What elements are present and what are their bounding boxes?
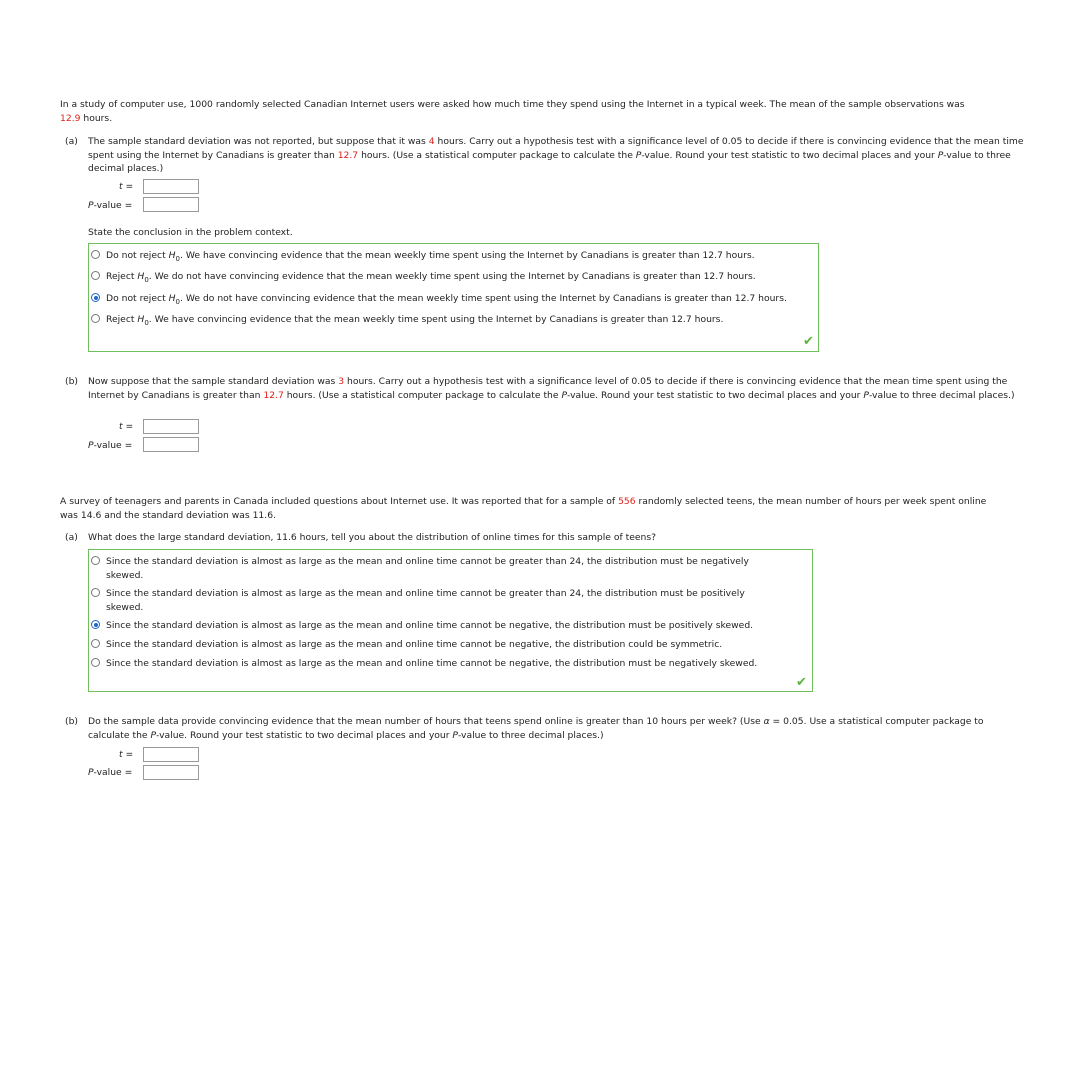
p-value-input[interactable]	[143, 197, 199, 212]
sample-sd-value: 4	[428, 136, 435, 147]
p-italic: P	[150, 729, 157, 741]
h0-letter: H	[137, 314, 145, 325]
radio-button[interactable]	[91, 271, 100, 280]
option-text: . We have convincing evidence that the mean weekly time spent using the Internet by Canadians is greater than 12.7 hours.	[148, 314, 724, 325]
option-text: Since the standard deviation is almost as large as the mean and online time cannot be negative, the distribution must be negatively skewed.	[106, 658, 758, 669]
prompt-text: -value to three decimal places.)	[457, 729, 604, 741]
alpha-symbol: α	[763, 716, 770, 727]
problem1-part-a-prompt	[65, 135, 1025, 176]
mu-value: 12.7	[337, 149, 359, 161]
part-label: (a)	[65, 136, 78, 147]
p-italic: P	[635, 149, 642, 161]
t-label: t =	[119, 749, 134, 760]
radio-button[interactable]	[91, 556, 100, 565]
p-italic: P	[937, 149, 944, 161]
h0-letter: H	[168, 250, 176, 261]
h0-symbol	[169, 250, 180, 261]
prompt-text: Do the sample data provide convincing evidence that the mean number of hours that teens spend online is greater than 10 hours per week? (Use	[88, 716, 764, 727]
prompt-text: -value to three decimal places.)	[88, 149, 1011, 174]
problem1-intro	[60, 98, 1020, 125]
option-text: Since the standard deviation is almost as large as the mean and online time cannot be greater than 24, the distribution must be negatively skewed.	[106, 556, 749, 581]
prompt-text: Now suppose that the sample standard deviation was	[88, 376, 339, 387]
skewness-options-box	[88, 549, 813, 692]
part-label: (b)	[65, 716, 79, 727]
radio-button[interactable]	[91, 658, 100, 667]
correct-check-icon: ✔	[796, 675, 807, 690]
p-italic: P	[863, 389, 869, 401]
option-text: . We have convincing evidence that the mean weekly time spent using the Internet by Canadians is greater than 12.7 hours.	[179, 250, 755, 261]
h0-letter: H	[168, 293, 176, 304]
option-text: Reject	[106, 271, 138, 282]
p-value-label: P-value =	[88, 767, 133, 778]
correct-check-icon: ✔	[803, 334, 814, 349]
h0-symbol	[169, 293, 180, 304]
h0-symbol	[137, 314, 148, 325]
part-label: (b)	[65, 376, 79, 387]
t-statistic-input[interactable]	[143, 179, 199, 194]
p-italic: P	[452, 729, 458, 741]
question-text: What does the large standard deviation, 11.6 hours, tell you about the distribution of online times for this sample of teens?	[88, 532, 657, 543]
conclusion-options-box	[88, 243, 819, 352]
radio-button[interactable]	[91, 314, 100, 323]
problem1-intro-hours: hours.	[80, 112, 113, 124]
problem2-part-a-prompt	[65, 531, 1025, 545]
option-text: Since the standard deviation is almost as large as the mean and online time cannot be negative, the distribution must be positively skewed.	[106, 620, 754, 631]
option-text: Do not reject	[106, 250, 169, 261]
prompt-text: -value. Round your test statistic to two decimal places and your	[156, 729, 453, 741]
radio-button[interactable]	[91, 250, 100, 259]
h0-symbol	[137, 271, 148, 282]
option-text: Since the standard deviation is almost as large as the mean and online time cannot be negative, the distribution could be symmetric.	[106, 639, 723, 650]
prompt-text: -value. Round your test statistic to two decimal places and your	[567, 389, 864, 401]
prompt-text: The sample standard deviation was not reported, but suppose that it was	[88, 136, 429, 147]
t-label: t =	[119, 421, 134, 432]
prompt-text: hours. (Use a statistical computer package to calculate the	[283, 389, 562, 401]
prompt-text: hours. Carry out a hypothesis test with a significance level of 0.05 to decide if there is convincing evidence that the mean time spent using the Internet by Canadians is greater than	[88, 136, 1024, 161]
problem1-part-b-prompt	[65, 375, 1025, 402]
option-text: Reject	[106, 314, 138, 325]
h0-subscript: 0	[175, 254, 180, 263]
h0-subscript: 0	[144, 275, 149, 284]
mu-value: 12.7	[263, 389, 284, 401]
t-statistic-input[interactable]	[143, 419, 199, 434]
sample-sd-value: 3	[338, 376, 345, 387]
problem2-intro-text: A survey of teenagers and parents in Canada included questions about Internet use. It was reported that for a sample of	[60, 496, 619, 507]
p-value-label: P-value =	[88, 200, 133, 211]
problem2-part-b-prompt	[65, 715, 1025, 742]
option-text: Since the standard deviation is almost as large as the mean and online time cannot be greater than 24, the distribution must be positively skewed.	[106, 588, 745, 613]
radio-button[interactable]	[91, 588, 100, 597]
prompt-text: = 0.05. Use a statistical computer package to calculate the	[88, 716, 984, 741]
sample-size-value: 556	[618, 496, 636, 507]
prompt-text: -value. Round your test statistic to two decimal places and your	[641, 149, 938, 161]
t-label: t =	[119, 181, 134, 192]
radio-button[interactable]	[91, 639, 100, 648]
option-text: Do not reject	[106, 293, 169, 304]
p-value-input[interactable]	[143, 765, 199, 780]
h0-subscript: 0	[175, 297, 180, 306]
option-text: . We do not have convincing evidence that the mean weekly time spent using the Internet by Canadians is greater than 12.7 hours.	[179, 293, 787, 304]
problem1-intro-text: In a study of computer use, 1000 randomly selected Canadian Internet users were asked how much time they spend using the Internet in a typical week. The mean of the sample observations was	[60, 99, 965, 110]
t-statistic-input[interactable]	[143, 747, 199, 762]
radio-button-selected[interactable]	[91, 620, 100, 629]
h0-subscript: 0	[144, 318, 149, 327]
part-label: (a)	[65, 532, 78, 543]
p-value-input[interactable]	[143, 437, 199, 452]
option-text: . We do not have convincing evidence that the mean weekly time spent using the Internet by Canadians is greater than 12.7 hours.	[148, 271, 756, 282]
radio-button-selected[interactable]	[91, 293, 100, 302]
problem2-intro-text: randomly selected teens, the mean number of hours per week spent online was 14.6 and the standard deviation was 11.6.	[60, 496, 987, 521]
prompt-text: hours. (Use a statistical computer package to calculate the	[358, 149, 636, 161]
h0-letter: H	[137, 271, 145, 282]
conclusion-label: State the conclusion in the problem context.	[88, 227, 293, 238]
prompt-text: -value to three decimal places.)	[868, 389, 1015, 401]
p-italic: P	[561, 389, 567, 401]
problem2-intro	[60, 495, 1000, 522]
sample-mean-value: 12.9	[60, 112, 81, 124]
p-value-label: P-value =	[88, 440, 133, 451]
prompt-text: hours. Carry out a hypothesis test with a significance level of 0.05 to decide if there is convincing evidence that the mean time spent using the Internet by Canadians is greater than	[88, 376, 1008, 401]
